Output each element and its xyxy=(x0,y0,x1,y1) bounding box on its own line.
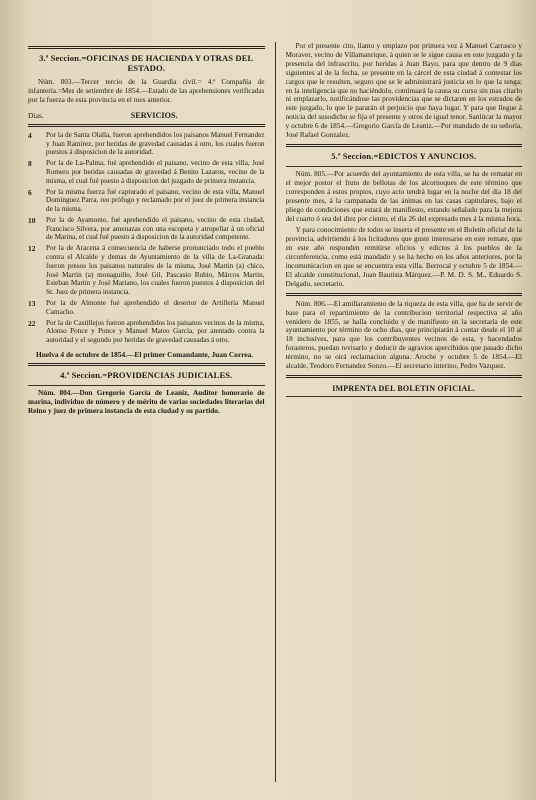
entry-day: 10 xyxy=(28,215,36,225)
section-5-heading: 5.ª Seccion.=EDICTOS Y ANUNCIOS. xyxy=(331,150,477,161)
service-entry xyxy=(28,131,265,157)
service-entry xyxy=(28,188,265,214)
entry-text: Por la misma fuerza fué capturado el paisano, vecino de esta villa, Manuel Dominguez Parra, reo prófugo y reclamado por el juez de primera instancia de la misma. xyxy=(46,187,265,214)
entry-day: 8 xyxy=(28,159,32,169)
divider xyxy=(28,46,265,49)
notice-803: Núm. 803.—Tercer tercio de la Guardia civil.= 4.ª Compañía de infantería.=Mes de setiembre de 1854.—Estado de las aprehensiones verificadas por la fuerza de esta provincia en el mes anterior. xyxy=(28,77,265,104)
notice-805-b: Y para conocimiento de todos se inserta el presente en el Boletín oficial de la provincia, advirtiendo á los licitadores que guste interesarse en este remate, que en este año responden remitirse oficios y edictos á los pueblos de la circunferencia, como está mandado y se ha hecho en los años anteriores, por la incomunicacion en que se encuentra esta villa. Berrocal y octubre 5 de 1854.—El alcalde constitucional, Juan Bautista Márquez.—P. M. D. S. M., Eduardo S. Delgado, secretario. xyxy=(285,225,522,288)
divider xyxy=(286,396,523,397)
entry-text: Por la de Castillejos fueron aprehendidos los paisanos vecinos de la misma, Alonso Ponce y Ponce y Manuel Mateo García, por atentado contra la autoridad y el segundo por heridas de gravedad causadas á otro. xyxy=(46,318,265,345)
notice-805: Núm. 805.—Por acuerdo del ayuntamiento de esta villa, se ha de rematar en el mejor postor el fruto de bellotas de los alcornoques de este término que corresponden á estos propios, cuyo acto tendrá lugar en la noche del dia 18 del presente mes, á la campanada de las ánimas en las casas capitulares, bajo el pliego de condiciones que estará de manifiesto, estando señalado para la mejora del cuarto ó sea del diez por ciento, el dia 26 del expresado mes á la misma hora. xyxy=(285,168,522,223)
divider xyxy=(286,293,523,296)
service-entry xyxy=(28,216,265,242)
entry-text: Por la de Santa Olalla, fueron aprehendidos los paisanos Manuel Fernandez y Juan Ramirez, por heridas de gravedad causadas á otro, los cuales fueron puestos á disposicion de la autoridad. xyxy=(46,130,265,157)
servicios-label: SERVICIOS. xyxy=(130,110,178,120)
notice-806: Núm. 806.—El amillaramiento de la riqueza de esta villa, que ha de servir de base para el repartimiento de la contribucion territorial respectiva al año venidero de 1855, se halla concluido y de manifiesto en la secretaría de este ayuntamiento por término de ocho dias, que principiarán á contar desde el 10 al 18 inclusives, para que los contribuyentes vecinos de esta, y hacendados forasteros, puedan revisarlo y deducir de agravios apercibidos que pasado dicho término, no se oirá reclamacion alguna. Aroche y octubre 5 de 1854.—El alcalde, Teodoro Fernandez Sonzo.—El secretario interino, Pedro Vazquez. xyxy=(285,298,522,371)
left-column xyxy=(28,42,265,792)
divider xyxy=(28,363,265,366)
services-header xyxy=(28,111,265,120)
service-entry xyxy=(28,319,265,345)
dias-label: Dias. xyxy=(28,110,44,120)
entry-day: 22 xyxy=(28,318,36,328)
divider xyxy=(286,144,523,147)
divider xyxy=(28,385,265,386)
section-3-heading: 3.ª Seccion.=OFICINAS DE HACIENDA Y OTRAS DEL ESTADO. xyxy=(39,53,254,73)
notice-804: Núm. 804.—Don Gregorio García de Leaniz, Auditor honorario de marina, individuo de número y de mérito de varias sociedades literarias del Reino y juez de primera instancia de esta ciudad y su partido. xyxy=(28,388,265,415)
entry-day: 6 xyxy=(28,187,32,197)
entry-day: 13 xyxy=(28,299,36,309)
entry-day: 4 xyxy=(28,130,32,140)
entry-text: Por la de La-Palma, fué aprehendido el paisano, vecino de esta villa, José Romero por heridas causadas de gravedad á Benito Lazaros, vecino de la misma, el cual fué puesto á disposicion del juzgado de primera instancia. xyxy=(46,159,265,185)
right-column xyxy=(286,42,523,792)
notice-804-continued: Por el presente cito, llamo y emplazo por primera vez á Manuel Carrasco y Moraver, vecino de Villamanrique, á quien se le sigue causa en este juzgado y la presencia del infrascrito, por heridas á Juan Bayo, para que dentro de 9 dias siguientes al de la fecha, se presente en la cárcel de esta ciudad á contestar los cargos que le resulten, seguro que se le administrará justicia en lo que la tenga; en la inteligencia que no haciéndolo, continuará la causa su curso sin mas citarlo ni emplazarlo, notificándose las providencias que se dictaren en los estrados de este juzgado, lo que le pararán el perjuicio que haya lugar. Y para que llegue á noticia del susodicho se fija el presente y otros de igual tenor. Sanlúcar la mayor y octubre 6 de 1854.—Gregorio García de Leaniz.—Por mandado de su señoría, José Rafael Gonzalez. xyxy=(285,42,522,140)
signoff-803: Huelva 4 de octubre de 1854.—El primer Comandante, Juan Correa. xyxy=(36,350,254,360)
divider xyxy=(286,375,523,378)
entry-text: Por la de Ayamonte, fué aprehendido el paisano, vecino de esta ciudad, Francisco Silvera, por amenazas con una escopeta y atropellar á un oficial de Marina, el cual fué puesto á disposicion de la autoridad competente. xyxy=(46,215,265,242)
entry-text: Por la de Almonte fué aprehendido el desertor de Artillería Manuel Camacho. xyxy=(46,299,265,316)
section-4-heading: 4.ª Seccion.=PROVIDENCIAS JUDICIALES. xyxy=(60,370,233,381)
columns xyxy=(28,42,522,792)
service-entry xyxy=(28,299,265,317)
service-entry xyxy=(28,159,265,185)
service-entry xyxy=(28,244,265,297)
entry-text: Por la de Aracena á consecuencia de haberse pronunciado todo el pueblo contra el Alcalde y demas de Ayuntamiento de la villa de La-Granada: fueron presos los paisanos naturales de la misma, José Martin (a) chico, José Martin (a) monaguillo, José Gil, Pascasio Rubio, Márcos Martin, Esteban Martin y José Mariano, los cuales fueron puestos á disposicion del Sr. Juez de primera instancia. xyxy=(46,244,265,297)
column-rule xyxy=(275,42,276,782)
divider xyxy=(28,124,265,127)
divider xyxy=(286,166,523,167)
printer-imprint: IMPRENTA DEL BOLETIN OFICIAL. xyxy=(332,384,476,393)
entry-day: 12 xyxy=(28,244,36,254)
